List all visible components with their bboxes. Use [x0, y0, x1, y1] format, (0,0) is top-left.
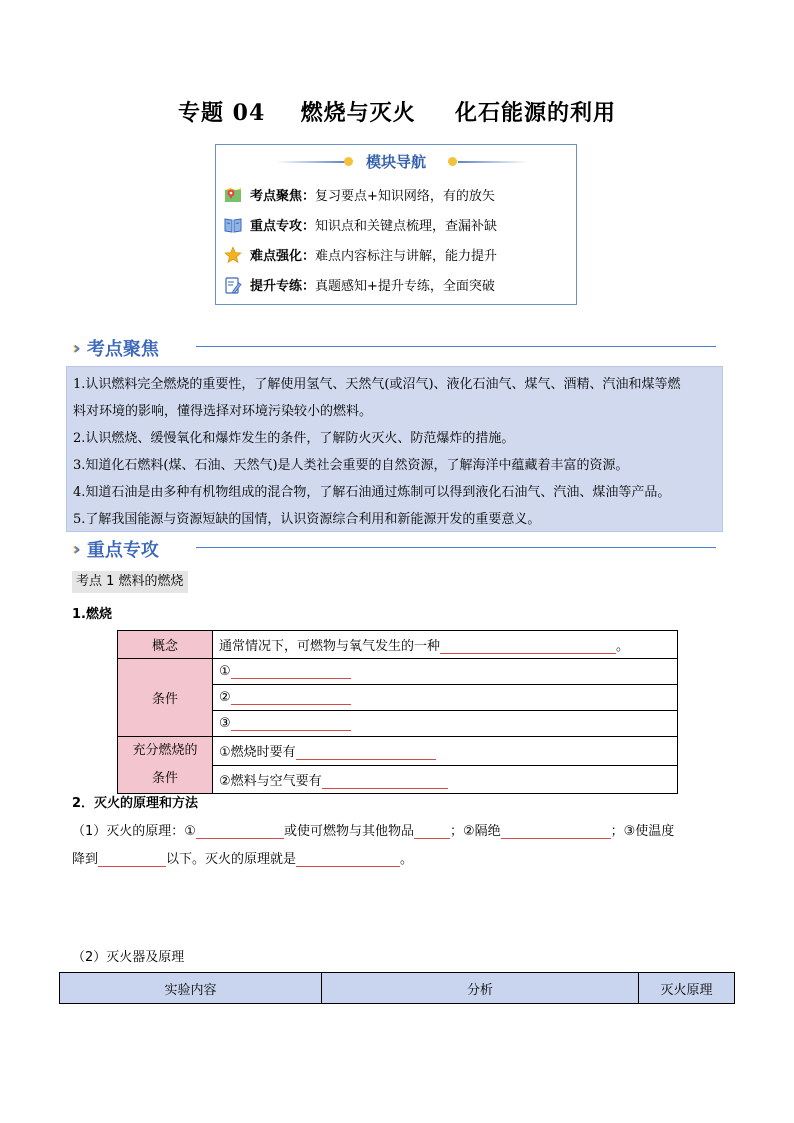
- condition-label: 条件: [118, 659, 213, 737]
- principle-text-1: （1）灭火的原理：①: [72, 824, 196, 839]
- full-burn-label: [118, 737, 213, 794]
- blank-line: [231, 716, 351, 731]
- blank-line: [231, 664, 351, 679]
- section-key-title: 重点专攻: [86, 540, 159, 561]
- condition-mark-3: ③: [219, 716, 231, 731]
- nav-heading: 模块导航: [365, 153, 426, 171]
- title-part2: 化石能源的利用: [454, 100, 616, 126]
- principle-line-2: [72, 848, 413, 867]
- focus-line-4: 3.知道化石燃料(煤、石油、天然气)是人类社会重要的自然资源，了解海洋中蕴藏着丰富的资源。: [73, 458, 629, 473]
- concept-text: 通常情况下，可燃物与氧气发生的一种: [219, 639, 441, 654]
- sub-heading-burning: 1.燃烧: [72, 607, 112, 622]
- nav-item-key-desc: 知识点和关键点梳理，查漏补缺: [315, 219, 498, 234]
- blank-line: [322, 774, 448, 789]
- principle-text-3: ；②隔绝: [449, 824, 501, 839]
- blank-line: [440, 639, 616, 654]
- focus-line-1: 1.认识燃料完全燃烧的重要性，了解使用氢气、天然气(或沼气)、液化石油气、煤气、酒精、汽油和煤等燃: [73, 377, 681, 392]
- principle-text-4: ；③使温度: [610, 824, 675, 839]
- kaodian-label: 考点 1 燃料的燃烧: [72, 571, 188, 593]
- nav-item-practice-desc: 真题感知+提升专练，全面突破: [315, 279, 495, 294]
- full-burn-label-2: 条件: [151, 771, 178, 786]
- condition-cell: [213, 685, 678, 711]
- burning-table: [117, 630, 678, 794]
- blank-line: [296, 745, 436, 760]
- header-analysis: 分析: [322, 973, 639, 1004]
- title-prefix: 专题 04: [178, 100, 266, 126]
- full-burn-label-1: 充分燃烧的: [132, 743, 198, 758]
- clipboard-pencil-icon: [224, 276, 242, 294]
- nav-item-practice: [224, 275, 495, 294]
- blank-line: [414, 824, 450, 839]
- nav-item-hard: [224, 245, 497, 264]
- focus-points-box: [66, 366, 723, 532]
- full-burn-cell: [213, 765, 678, 794]
- full-burn-1: ①燃烧时要有: [219, 745, 296, 761]
- focus-line-6: 5.了解我国能源与资源短缺的国情，认识资源综合利用和新能源开发的重要意义。: [73, 512, 541, 527]
- nav-deco-line-right: [458, 161, 528, 163]
- blank-line: [501, 824, 611, 839]
- table-row: [118, 631, 678, 659]
- concept-label: 概念: [118, 631, 213, 659]
- nav-deco-dot-right: [448, 157, 457, 166]
- section-focus-title: 考点聚焦: [86, 339, 159, 360]
- module-nav-box: [215, 144, 577, 305]
- map-pin-icon: [224, 186, 242, 204]
- section-focus-heading: [72, 335, 159, 361]
- principle-text-6: 以下。灭火的原理就是: [166, 852, 297, 867]
- nav-item-hard-label: 难点强化：: [250, 249, 316, 264]
- chevron-right-icon: ››: [72, 337, 75, 359]
- principle-line-1: [72, 820, 674, 839]
- nav-item-key-label: 重点专攻：: [250, 219, 316, 234]
- full-burn-2: ②燃料与空气要有: [219, 773, 322, 789]
- section-focus-divider: [196, 346, 716, 347]
- extinguisher-table: [59, 972, 735, 1004]
- principle-text-5: 降到: [72, 852, 99, 867]
- condition-mark-1: ①: [219, 664, 231, 679]
- blank-line: [231, 690, 351, 705]
- header-experiment: 实验内容: [60, 973, 322, 1004]
- principle-text-2: 或使可燃物与其他物品: [283, 824, 414, 839]
- nav-item-focus: [224, 185, 495, 204]
- nav-item-practice-label: 提升专练：: [250, 279, 316, 294]
- focus-line-2: 料对环境的影响，懂得选择对环境污染较小的燃料。: [73, 404, 373, 419]
- section-key-heading: [72, 536, 159, 562]
- nav-item-focus-label: 考点聚焦：: [250, 189, 316, 204]
- condition-cell: [213, 659, 678, 685]
- concept-end: 。: [616, 639, 630, 654]
- full-burn-cell: [213, 737, 678, 766]
- book-icon: [224, 216, 242, 234]
- title-part1: 燃烧与灭火: [300, 100, 416, 126]
- blank-line: [196, 824, 284, 839]
- table-row: [118, 659, 678, 685]
- table-header-row: [60, 973, 735, 1004]
- blank-line: [296, 852, 400, 867]
- section-key-divider: [196, 547, 716, 548]
- condition-mark-2: ②: [219, 690, 231, 705]
- sub-heading-extinguisher: （2）灭火器及原理: [72, 950, 185, 965]
- blank-line: [98, 852, 166, 867]
- condition-cell: [213, 711, 678, 737]
- focus-line-5: 4.知道石油是由多种有机物组成的混合物，了解石油通过炼制可以得到液化石油气、汽油、煤油等产品。: [73, 485, 671, 500]
- nav-item-key: [224, 215, 497, 234]
- table-row: [118, 737, 678, 766]
- concept-cell: [213, 631, 678, 659]
- nav-item-focus-desc: 复习要点+知识网络，有的放矢: [315, 189, 495, 204]
- nav-item-hard-desc: 难点内容标注与讲解，能力提升: [315, 249, 498, 264]
- principle-text-7: 。: [400, 852, 414, 867]
- sub-heading-extinguish: 2．灭火的原理和方法: [72, 796, 199, 811]
- header-principle: 灭火原理: [639, 973, 735, 1004]
- chevron-right-icon: ››: [72, 538, 75, 560]
- page-title: [0, 96, 794, 127]
- star-icon: [224, 246, 242, 264]
- focus-line-3: 2.认识燃烧、缓慢氧化和爆炸发生的条件，了解防火灭火、防范爆炸的措施。: [73, 431, 515, 446]
